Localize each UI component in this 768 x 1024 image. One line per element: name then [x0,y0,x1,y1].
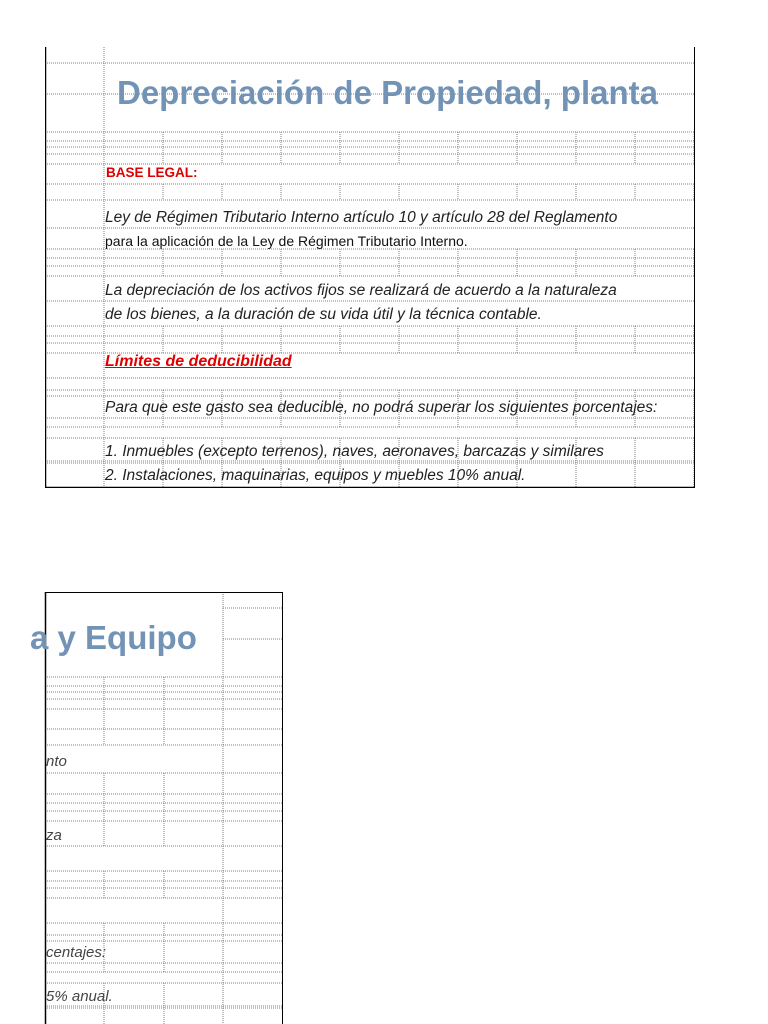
base-legal-heading: BASE LEGAL: [106,165,198,180]
cell-grid [45,47,695,488]
text-fragment-centajes: centajes: [46,944,107,961]
spreadsheet-page-1 [45,47,695,488]
text-fragment-anual: 5% anual. [46,988,113,1005]
page-title-continuation: a y Equipo [30,619,197,656]
text-fragment-nto: nto [46,753,67,770]
limit-item-2: 2. Instalaciones, maquinarias, equipos y muebles 10% anual. [105,467,526,484]
law-reference-line-2: para la aplicación de la Ley de Régimen Tributario Interno. [105,233,468,249]
limits-heading: Límites de deducibilidad [105,353,292,370]
deductible-expense-line: Para que este gasto sea deducible, no podrá superar los siguientes porcentajes: [105,399,658,416]
page-title: Depreciación de Propiedad, planta [117,74,658,111]
text-fragment-za: za [46,827,62,844]
spreadsheet-page-2 [0,592,283,1024]
depreciation-text-line-2: de los bienes, a la duración de su vida útil y la técnica contable. [105,306,542,323]
law-reference-line-1: Ley de Régimen Tributario Interno artículo 10 y artículo 28 del Reglamento [105,209,618,226]
cell-grid [0,592,283,1024]
limit-item-1: 1. Inmuebles (excepto terrenos), naves, aeronaves, barcazas y similares [105,443,604,460]
depreciation-text-line-1: La depreciación de los activos fijos se realizará de acuerdo a la naturaleza [105,282,617,299]
